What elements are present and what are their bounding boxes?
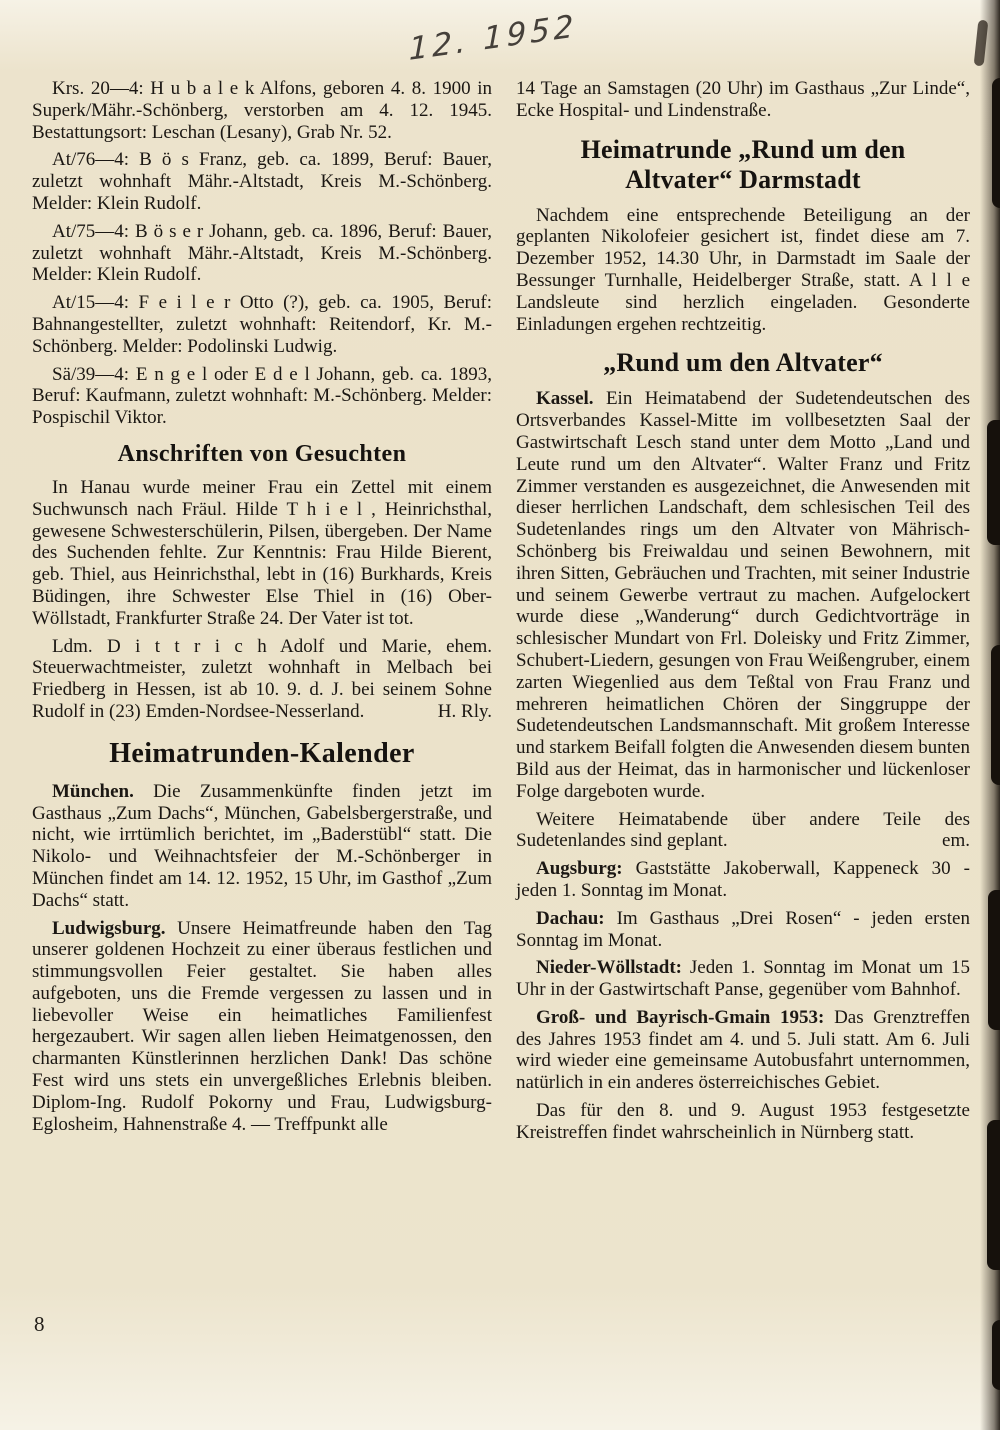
calendar-entry-muenchen xyxy=(32,781,492,912)
report-paragraph-kassel xyxy=(516,388,970,802)
entry-text: Gaststätte Jakoberwall, Kappeneck 30 - jeden 1. Sonntag im Monat. xyxy=(516,858,970,901)
calendar-entry-augsburg xyxy=(516,858,970,902)
entry-lead: Dachau: xyxy=(536,907,605,929)
heading-line: Heimatrunde „Rund um den xyxy=(580,134,906,164)
missing-person-entry: Sä/39—4: E n g e l oder E d e l Johann, geb. ca. 1893, Beruf: Kaufmann, zuletzt wohnhaft: M.-Schönberg. Melder: Pospischil Viktor. xyxy=(32,363,492,429)
continuation-paragraph: 14 Tage an Samstagen (20 Uhr) im Gasthaus „Zur Linde“, Ecke Hospital- und Lindenstraße. xyxy=(516,78,970,121)
notice-paragraph-nuernberg: Das für den 8. und 9. August 1953 festgesetzte Kreistreffen findet wahrscheinlich in Nürnberg statt. xyxy=(516,1100,970,1143)
entry-lead: Groß- und Bayrisch-Gmain 1953: xyxy=(536,1006,825,1028)
right-column xyxy=(516,78,970,1150)
entry-lead: Nieder-Wöllstadt: xyxy=(536,957,682,979)
section-heading-altvater: „Rund um den Altvater“ xyxy=(603,348,883,378)
entry-lead: Ludwigsburg. xyxy=(52,917,166,939)
signature-initials: em. xyxy=(942,830,970,852)
entry-lead: Kassel. xyxy=(536,388,594,410)
calendar-entry-ludwigsburg xyxy=(32,918,492,1136)
entry-text: Die Zusammenkünfte finden jetzt im Gasthaus „Zum Dachs“, München, Gabelsbergerstraße, und nicht, wie irrtümlich berichtet, im „Baderstübl“ statt. Die Nikolo- und Weihnachtsfeier der M.-Schönberger in München findet am 14. 12. 1952, 15 Uhr, im Gasthof „Zum Dachs“ statt. xyxy=(32,780,492,911)
heading-line: Altvater“ Darmstadt xyxy=(625,164,861,194)
entry-lead: München. xyxy=(52,780,134,802)
entry-text: Im Gasthaus „Drei Rosen“ - jeden ersten Sonntag im Monat. xyxy=(516,907,970,951)
handwritten-date-annotation: 12. 1952 xyxy=(408,7,578,69)
calendar-entry-gmain xyxy=(516,1007,970,1094)
scan-edge-artifact xyxy=(991,645,1000,785)
notice-paragraph-darmstadt: Nachdem eine entsprechende Beteiligung an der geplanten Nikolofeier gesichert ist, findet diese am 7. Dezember 1952, 14.30 Uhr, in Darmstadt im Saale der Bessunger Turnhalle, Heidelberger Straße, statt. A l l e Landsleute sind herzlich eingeladen. Gesonderte Einladungen ergehen rechtzeitig. xyxy=(516,204,970,335)
notice-text: Ldm. D i t t r i c h Adolf und Marie, ehem. Steuerwachtmeister, zuletzt wohnhaft in Melbach bei Friedberg in Hessen, ist ab 10. 9. d. J. bei seinem Sohne Rudolf in (23) Emden-Nordsee-Nesserland. xyxy=(32,635,492,722)
calendar-entry-dachau xyxy=(516,908,970,952)
missing-person-entry: At/76—4: B ö s Franz, geb. ca. 1899, Beruf: Bauer, zuletzt wohnhaft Mähr.-Altstadt, Kreis M.-Schönberg. Melder: Klein Rudolf. xyxy=(32,149,492,214)
scan-edge-artifact xyxy=(987,420,1000,545)
scan-edge-artifact xyxy=(992,78,1000,208)
page-number: 8 xyxy=(34,1312,45,1336)
entry-text: Unsere Heimatfreunde haben den Tag unserer goldenen Hochzeit zu einer überaus festlichen und stimmungsvollen Feier gestaltet. Sie haben alles aufgeboten, uns die Fremde vergessen zu lassen und in liebevoller Weise ein heimatliches Familienfest hergezaubert. Wir sagen allen lieben Heimatgenossen, den charmanten Künstlerinnen herzlichen Dank! Das schöne Fest wird uns stets ein unvergeßliches Erlebnis bleiben. Diplom-Ing. Rudolf Pokorny und Frau, Ludwigsburg-Eglosheim, Hahnenstraße 4. — Treffpunkt alle xyxy=(32,917,492,1135)
signature-initials: H. Rly. xyxy=(437,700,492,722)
entry-text: Das Grenztreffen des Jahres 1953 findet am 4. und 5. Juli statt. Am 6. Juli wird wieder eine gemeinsame Autobusfahrt unternommen, natürlich in ein anderes österreichisches Gebiet. xyxy=(516,1006,971,1094)
left-column xyxy=(32,78,492,1141)
entry-text: Jeden 1. Sonntag im Monat um 15 Uhr in der Gastwirtschaft Panse, gegenüber vom Bahnhof. xyxy=(516,957,971,1001)
scan-edge-artifact xyxy=(987,1120,1000,1270)
entry-lead: Augsburg: xyxy=(536,858,623,880)
missing-person-entry: Krs. 20—4: H u b a l e k Alfons, geboren 4. 8. 1900 in Superk/Mähr.-Schönberg, verstorben am 4. 12. 1945. Bestattungsort: Leschan (Lesany), Grab Nr. 52. xyxy=(32,78,492,143)
scan-edge-artifact xyxy=(988,890,1000,1030)
section-heading-darmstadt xyxy=(516,135,970,195)
section-heading-anschriften: Anschriften von Gesuchten xyxy=(117,440,407,467)
missing-person-entry: At/15—4: F e i l e r Otto (?), geb. ca. 1905, Beruf: Bahnangestellter, zuletzt wohnhaft: Reitendorf, Kr. M.-Schönberg. Melder: Podolinski Ludwig. xyxy=(32,292,492,357)
missing-person-entry: At/75—4: B ö s e r Johann, geb. ca. 1896, Beruf: Bauer, zuletzt wohnhaft Mähr.-Altstadt, Kreis M.-Schönberg. Melder: Klein Rudolf. xyxy=(32,220,492,286)
notice-paragraph-dittrich xyxy=(32,636,492,723)
notice-paragraph-weitere xyxy=(516,809,970,853)
scan-edge-artifact xyxy=(992,1320,1000,1390)
notice-text: Weitere Heimatabende über andere Teile des Sudetenlandes sind geplant. xyxy=(516,808,970,852)
entry-text: Ein Heimatabend der Sudetendeutschen des Ortsverbandes Kassel-Mitte im vollbesetzten Saal der Gastwirtschaft Lesch stand unter dem Motto „Land und Leute rund um den Altvater“. Walter Franz und Fritz Zimmer verstanden es ausgezeichnet, die Anwesenden mit dieser herrlichen Landschaft, dem schlesischen Teil des Sudetenlandes rings um den Altvater von Mährisch-Schönberg bis Freiwaldau und seinen Bewohnern, mit ihren Sitten, Gebräuchen und Trachten, mit seiner Industrie und seinem Gewerbe vertraut zu machen. Aufgelockert wurde diese „Wanderung“ durch Gedichtvorträge in schlesischer Mundart von Frl. Doleisky und Fritz Zimmer, Schubert-Liedern, gesungen von Frau Weißengruber, einem zarten Wiegenlied aus dem Teßtal von Frau Franz und mehreren heimatlichen Chören der Singgruppe der Sudetendeutschen Landsmannschaft. Mit großem Interesse und starkem Beifall folgten die Anwesenden diesem bunten Bild aus der Heimat, das in harmonischer und lückenloser Folge dargeboten wurde. xyxy=(516,388,970,802)
calendar-entry-niederwoellstadt xyxy=(516,957,970,1001)
section-heading-kalender: Heimatrunden-Kalender xyxy=(109,737,415,769)
notice-paragraph-hanau: In Hanau wurde meiner Frau ein Zettel mit einem Suchwunsch nach Fräul. Hilde T h i e l , Heinrichsthal, gewesene Schwesterschülerin, Pilsen, übergeben. Der Name des Suchenden fehlte. Zur Kenntnis: Frau Hilde Bierent, geb. Thiel, aus Heinrichsthal, lebt in (16) Burkhards, Kreis Büdingen, ihre Schwester Else Thiel in (16) Ober-Wöllstadt, Frankfurter Straße 24. Der Vater ist tot. xyxy=(32,476,492,629)
